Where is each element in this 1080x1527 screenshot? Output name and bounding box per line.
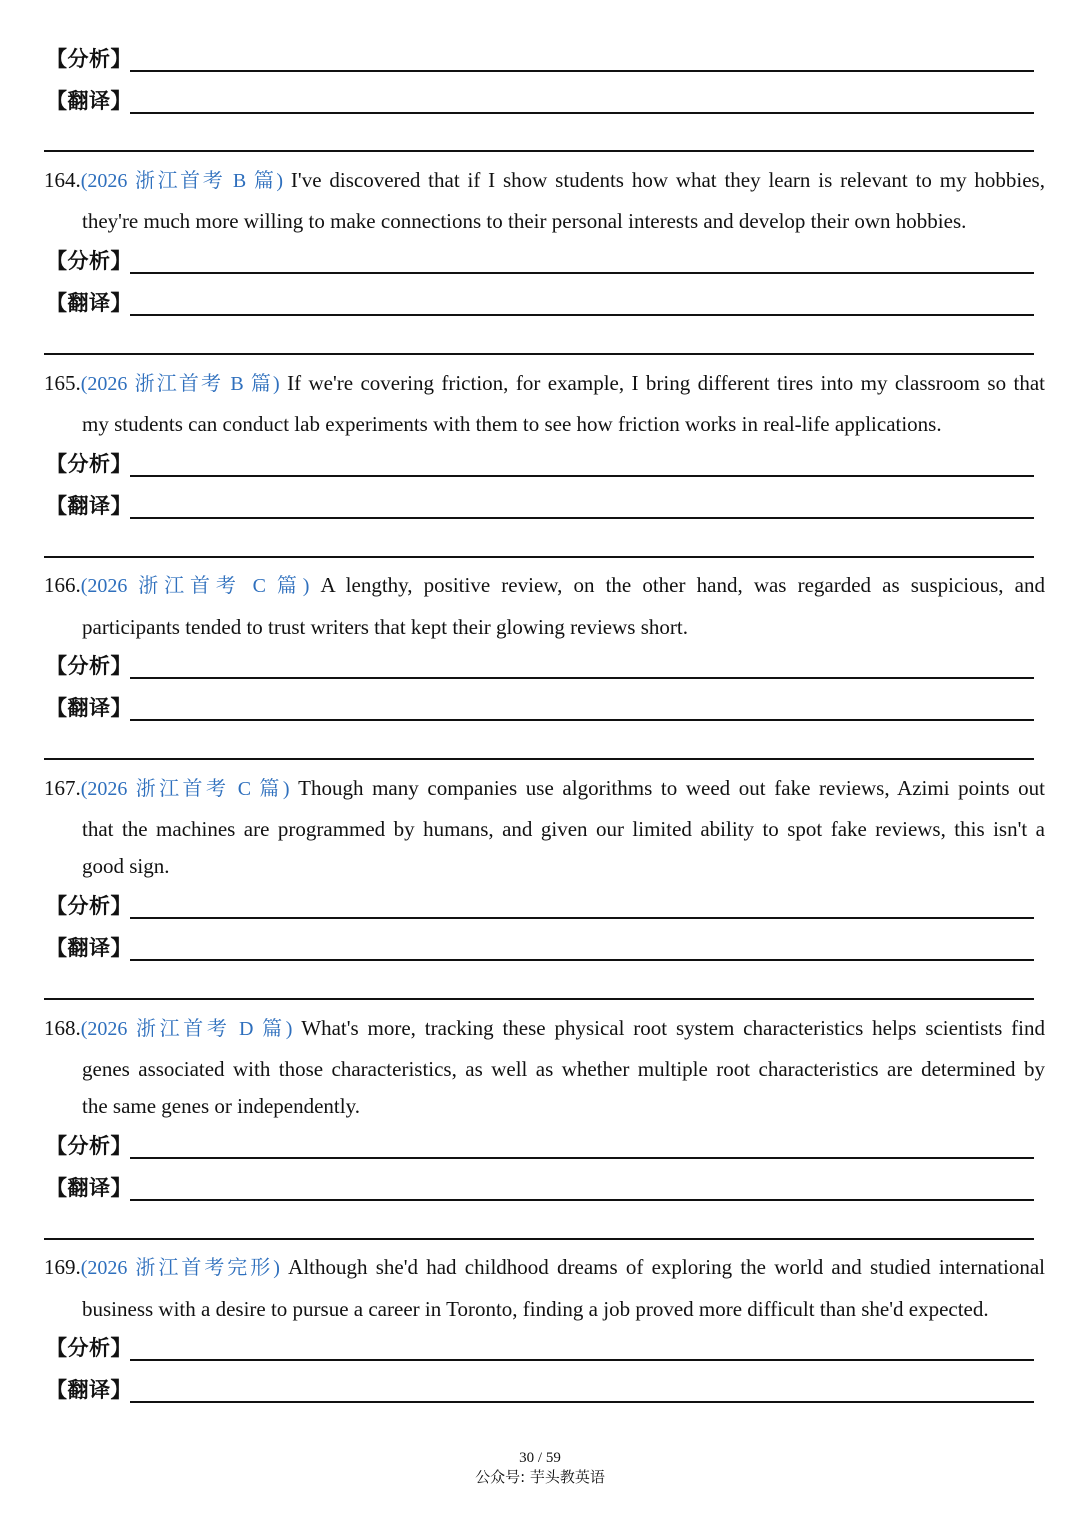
question-164-line-2: they're much more willing to make connections to their personal interests and develop their own hobbies.: [82, 209, 967, 233]
question-169-line-1: [44, 1253, 1045, 1282]
question-source: (2026 浙江首考 B 篇): [80, 170, 284, 192]
analysis-line[interactable]: [46, 645, 1034, 679]
answer-rule: [130, 677, 1034, 679]
answer-rule: [130, 272, 1034, 274]
analysis-label: 【分析】: [46, 654, 132, 678]
answer-rule: [130, 719, 1034, 721]
analysis-label: 【分析】: [46, 47, 132, 71]
section-divider: [44, 556, 1034, 558]
footer-account: 公众号: 芋头教英语: [475, 1468, 605, 1486]
translation-label: 【翻译】: [46, 494, 132, 518]
translation-label: 【翻译】: [46, 936, 132, 960]
answer-rule: [130, 1199, 1034, 1201]
answer-rule: [130, 1157, 1034, 1159]
question-168-line-1: [44, 1014, 1045, 1043]
question-166-line-2: participants tended to trust writers that kept their glowing reviews short.: [82, 615, 688, 639]
translation-line[interactable]: [46, 1167, 1034, 1201]
answer-rule: [130, 1401, 1034, 1403]
answer-rule: [130, 1359, 1034, 1361]
question-text: I've discovered that if I show students how what they learn is relevant to my hobbies,: [283, 168, 1045, 192]
question-164-line-1: [44, 166, 1045, 195]
analysis-label: 【分析】: [46, 452, 132, 476]
translation-label: 【翻译】: [46, 291, 132, 315]
question-165-line-1: [44, 369, 1045, 398]
section-divider: [44, 150, 1034, 152]
analysis-line[interactable]: [46, 443, 1034, 477]
section-divider: [44, 353, 1034, 355]
translation-label: 【翻译】: [46, 696, 132, 720]
question-source: (2026 浙江首考完形): [80, 1257, 280, 1279]
analysis-line[interactable]: [46, 1327, 1034, 1361]
answer-rule: [130, 70, 1034, 72]
question-text: If we're covering friction, for example, I bring different tires into my classroom so that: [279, 371, 1045, 395]
answer-rule: [130, 112, 1034, 114]
answer-rule: [130, 917, 1034, 919]
analysis-label: 【分析】: [46, 1336, 132, 1360]
section-divider: [44, 998, 1034, 1000]
question-source: (2026 浙江首考 C 篇): [80, 778, 290, 800]
translation-line[interactable]: [46, 1369, 1034, 1403]
translation-line[interactable]: [46, 282, 1034, 316]
translation-line[interactable]: [46, 687, 1034, 721]
question-number: 169.: [44, 1255, 81, 1279]
analysis-label: 【分析】: [46, 894, 132, 918]
answer-rule: [130, 959, 1034, 961]
question-167-line-3: good sign.: [82, 854, 170, 878]
question-167-line-2: that the machines are programmed by humans, and given our limited ability to spot fake reviews, this isn't a: [82, 817, 1045, 841]
translation-line[interactable]: [46, 80, 1034, 114]
question-number: 164.: [44, 168, 81, 192]
analysis-line[interactable]: [46, 1125, 1034, 1159]
question-text: Though many companies use algorithms to weed out fake reviews, Azimi points out: [289, 776, 1045, 800]
page-number: 30 / 59: [519, 1450, 561, 1466]
translation-label: 【翻译】: [46, 1176, 132, 1200]
question-text: A lengthy, positive review, on the other hand, was regarded as suspicious, and: [309, 573, 1045, 597]
section-divider: [44, 1238, 1034, 1240]
analysis-line[interactable]: [46, 240, 1034, 274]
analysis-line[interactable]: [46, 38, 1034, 72]
answer-rule: [130, 314, 1034, 316]
translation-line[interactable]: [46, 927, 1034, 961]
question-number: 165.: [44, 371, 81, 395]
answer-rule: [130, 475, 1034, 477]
translation-label: 【翻译】: [46, 1378, 132, 1402]
analysis-line[interactable]: [46, 885, 1034, 919]
section-divider: [44, 758, 1034, 760]
analysis-label: 【分析】: [46, 249, 132, 273]
question-source: (2026 浙江首考 B 篇): [80, 373, 280, 395]
question-text: Although she'd had childhood dreams of exploring the world and studied international: [279, 1255, 1045, 1279]
question-number: 168.: [44, 1016, 81, 1040]
question-text: What's more, tracking these physical root system characteristics helps scientists find: [292, 1016, 1045, 1040]
question-168-line-2: genes associated with those characteristics, as well as whether multiple root characteristics are determined by: [82, 1057, 1045, 1081]
question-168-line-3: the same genes or independently.: [82, 1094, 360, 1118]
analysis-label: 【分析】: [46, 1134, 132, 1158]
question-166-line-1: [44, 571, 1045, 600]
question-165-line-2: my students can conduct lab experiments with them to see how friction works in real-life applications.: [82, 412, 942, 436]
question-169-line-2: business with a desire to pursue a career in Toronto, finding a job proved more difficult than she'd expected.: [82, 1297, 989, 1321]
translation-line[interactable]: [46, 485, 1034, 519]
question-source: (2026 浙江首考 D 篇): [80, 1018, 293, 1040]
question-number: 166.: [44, 573, 81, 597]
question-source: (2026 浙江首考 C 篇): [80, 575, 310, 597]
answer-rule: [130, 517, 1034, 519]
question-number: 167.: [44, 776, 81, 800]
question-167-line-1: [44, 774, 1045, 803]
translation-label: 【翻译】: [46, 89, 132, 113]
